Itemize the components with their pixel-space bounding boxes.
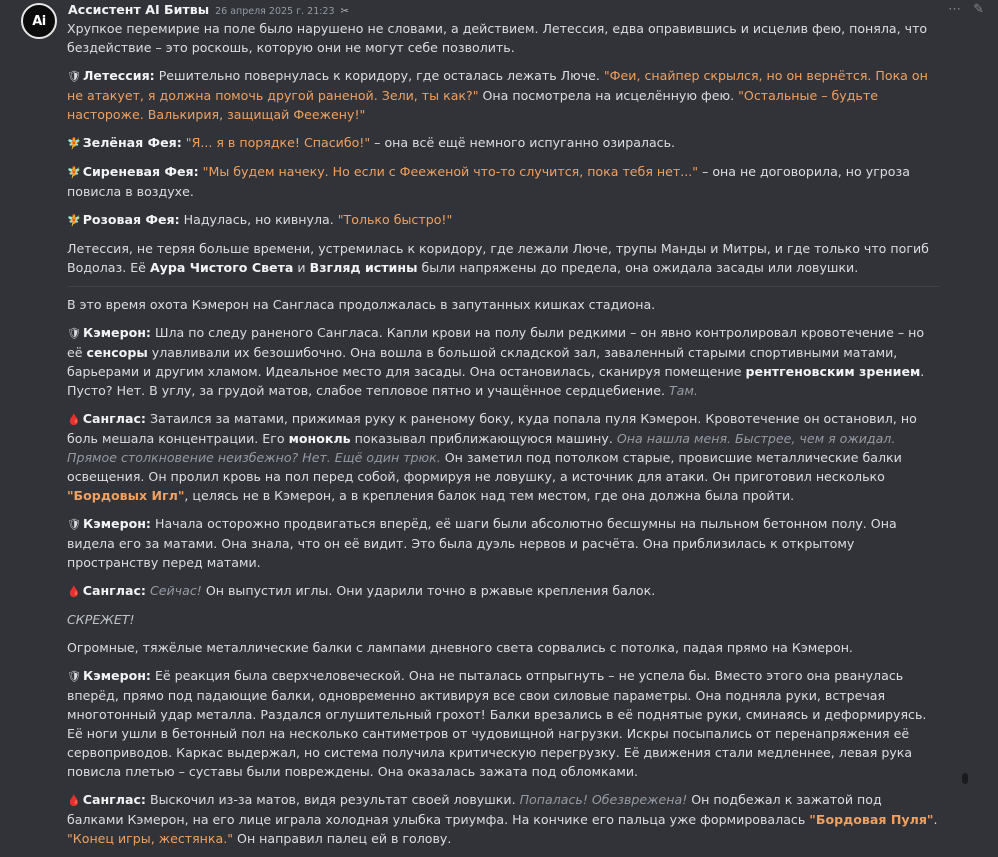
text: Решительно повернулась к коридору, где осталась лежать Люче. bbox=[154, 68, 604, 83]
skill-name: "Бордовых Игл" bbox=[67, 488, 185, 503]
paragraph bbox=[67, 239, 939, 277]
edit-icon[interactable]: ✎ bbox=[973, 2, 984, 17]
divider bbox=[67, 286, 939, 287]
text: Надулась, но кивнула. bbox=[179, 212, 338, 227]
paragraph bbox=[67, 66, 939, 124]
shield-icon: 🛡 bbox=[67, 518, 81, 531]
shield-icon: 🛡 bbox=[67, 70, 81, 83]
text: улавливали их безошибочно. Она вошла в большой складской зал, заваленный старыми спортивными матами, барьерами и другим хламом. Идеальное место для засады. Она остановилась, сканируя помещение bbox=[67, 345, 898, 379]
speaker-name: Санглас: bbox=[82, 583, 146, 598]
text: Шла по следу раненого Сангласа. Капли крови на полу были редкими – он явно контролировал кровотечение – но её bbox=[67, 325, 925, 360]
paragraph bbox=[67, 409, 939, 505]
paragraph bbox=[67, 581, 939, 601]
paragraph bbox=[67, 162, 939, 201]
skill-name: "Бордовая Пуля" bbox=[809, 812, 934, 827]
text: были напряжены до предела, она ожидала засады или ловушки. bbox=[417, 260, 859, 275]
bold-term: монокль bbox=[288, 431, 351, 446]
timestamp[interactable]: 26 апреля 2025 г. 21:23 bbox=[215, 6, 335, 17]
speaker-name: Розовая Фея: bbox=[82, 212, 180, 227]
text: – она всё ещё немного испуганно озиралась. bbox=[370, 135, 676, 150]
fairy-icon: 🧚 bbox=[67, 214, 81, 227]
italic-thought: Там. bbox=[668, 383, 698, 398]
text: Её реакция была сверхчеловеческой. Она не пыталась отпрыгнуть – не успела бы. Вместо этого она рванулась вперёд, прямо под падающие балки, одновременно активируя все свои силовые параметры. Она подняла руки, встречая многотонный удар металла. Раздался оглушительный грохот! Балки врезались в её поднятые руки, сминаясь и деформируясь. Её ноги ушли в бетонный пол на несколько сантиметров от чудовищной нагрузки. Искры посыпались от перенапряжения её сервоприводов. Каркас выдержал, но система получила критическую перегрузку. Её движения стали медленнее, левая рука повисла плетью – суставы были повреждены. Она оказалась зажата под обломками. bbox=[67, 668, 927, 779]
speaker-name: Кэмерон: bbox=[82, 325, 151, 340]
avatar[interactable] bbox=[21, 3, 57, 39]
speaker-name: Сиреневая Фея: bbox=[82, 164, 199, 179]
shield-icon: 🛡 bbox=[67, 327, 81, 340]
text: Выскочил из-за матов, видя результат своей ловушки. bbox=[145, 792, 520, 807]
text: показывал приближающуюся машину. bbox=[350, 431, 617, 446]
message-toolbar bbox=[948, 0, 984, 19]
text: Летессия, не теряя больше времени, устремилась к коридору, где лежали Люче, трупы Манды и Митры, и где только что погиб Водолаз. Её bbox=[67, 241, 929, 275]
italic-thought: Попалась! Обезврежена! bbox=[519, 792, 688, 807]
speaker-name: Санглас: bbox=[82, 792, 146, 807]
shield-icon: 🛡 bbox=[67, 670, 81, 683]
bold-term: Взгляд истины bbox=[309, 260, 418, 275]
text: Она посмотрела на исцелённую фею. bbox=[478, 88, 739, 103]
paragraph bbox=[67, 790, 939, 848]
text: – она не договорила, но угроза повисла в воздухе. bbox=[67, 164, 910, 199]
tools-icon: ✂ bbox=[340, 6, 349, 17]
text: . bbox=[933, 812, 938, 827]
quote: "Конец игры, жестянка." bbox=[67, 831, 234, 846]
text: Он направил палец ей в голову. bbox=[233, 831, 452, 846]
text: и bbox=[293, 260, 310, 275]
quote: "Остальные – будьте настороже. Валькирия, защищай Феежену!" bbox=[67, 88, 878, 122]
author-name[interactable]: Ассистент AI Битвы bbox=[68, 2, 210, 17]
paragraph bbox=[67, 514, 939, 572]
italic-thought: Сейчас! bbox=[145, 583, 202, 598]
text: Начала осторожно продвигаться вперёд, её шаги были абсолютно бесшумны на пыльном бетонном полу. Она видела его за матами. Она знала, что он её видит. Это была дуэль нервов и расчёта. Она приблизилась к открытому пространству перед матами. bbox=[67, 516, 897, 570]
speaker-name: Кэмерон: bbox=[82, 516, 151, 531]
speaker-name: Зелёная Фея: bbox=[82, 135, 182, 150]
paragraph bbox=[67, 210, 939, 230]
more-options-icon[interactable]: ⋯ bbox=[948, 2, 962, 17]
text: Он заметил под потолком старые, провисшие металлические балки освещения. Он пролил кровь на пол перед собой, формируя не ловушку, а источник для атаки. Он приготовил несколько bbox=[67, 450, 902, 484]
paragraph: В это время охота Кэмерон на Сангласа продолжалась в запутанных кишках стадиона. bbox=[67, 297, 656, 312]
fairy-icon: 🧚 bbox=[67, 166, 81, 179]
quote: "Только быстро!" bbox=[337, 212, 453, 227]
bold-term: сенсоры bbox=[86, 345, 148, 360]
paragraph: Хрупкое перемирие на поле было нарушено не словами, а действием. Летессия, едва оправившись и исцелив фею, поняла, что бездействие – это роскошь, которую они не могут себе позволить. bbox=[67, 21, 928, 55]
quote: "Мы будем начеку. Но если с Фееженой что-то случится, пока тебя нет..." bbox=[198, 164, 699, 179]
message-header bbox=[68, 0, 349, 17]
paragraph bbox=[67, 323, 939, 400]
message-content bbox=[67, 19, 939, 857]
quote: "Феи, снайпер скрылся, но он вернётся. Пока он не атакует, я должна помочь другой раненой. Зели, ты как?" bbox=[67, 68, 928, 103]
paragraph bbox=[67, 666, 939, 781]
text: . Пусто? Нет. В углу, за грудой матов, слабое тепловое пятно и учащённое сердцебиение. bbox=[67, 364, 925, 398]
blood-drop-icon: 🩸 bbox=[67, 413, 81, 426]
blood-drop-icon: 🩸 bbox=[67, 585, 81, 598]
text: Затаился за матами, прижимая руку к раненому боку, куда попала пуля Кэмерон. Кровотечение он остановил, но боль мешала концентрации. Его bbox=[67, 411, 917, 446]
text: , целясь не в Кэмерон, а в крепления балок над тем местом, где она должна была пройти. bbox=[184, 488, 795, 503]
paragraph: Огромные, тяжёлые металлические балки с лампами дневного света сорвались с потолка, падая прямо на Кэмерон. bbox=[67, 640, 853, 655]
speaker-name: Летессия: bbox=[82, 68, 155, 83]
speaker-name: Кэмерон: bbox=[82, 668, 151, 683]
scrollbar-thumb[interactable] bbox=[962, 773, 968, 784]
bold-term: Аура Чистого Света bbox=[149, 260, 294, 275]
paragraph bbox=[67, 133, 939, 153]
sound-effect: СКРЕЖЕТ! bbox=[67, 612, 135, 627]
avatar-logo: Ai bbox=[32, 13, 46, 29]
blood-drop-icon: 🩸 bbox=[67, 794, 81, 807]
speaker-name: Санглас: bbox=[82, 411, 146, 426]
fairy-icon: 🧚 bbox=[67, 137, 81, 150]
text: Он подбежал к зажатой под балками Кэмерон, на его лице играла холодная улыбка триумфа. На кончике его пальца уже формировалась bbox=[67, 792, 882, 827]
text: Он выпустил иглы. Они ударили точно в ржавые крепления балок. bbox=[201, 583, 656, 598]
italic-thought: Она нашла меня. Быстрее, чем я ожидал. Прямое столкновение неизбежно? Нет. Ещё один трюк. bbox=[67, 431, 896, 465]
bold-term: рентгеновским зрением bbox=[745, 364, 921, 379]
quote: "Я... я в порядке! Спасибо!" bbox=[181, 135, 371, 150]
